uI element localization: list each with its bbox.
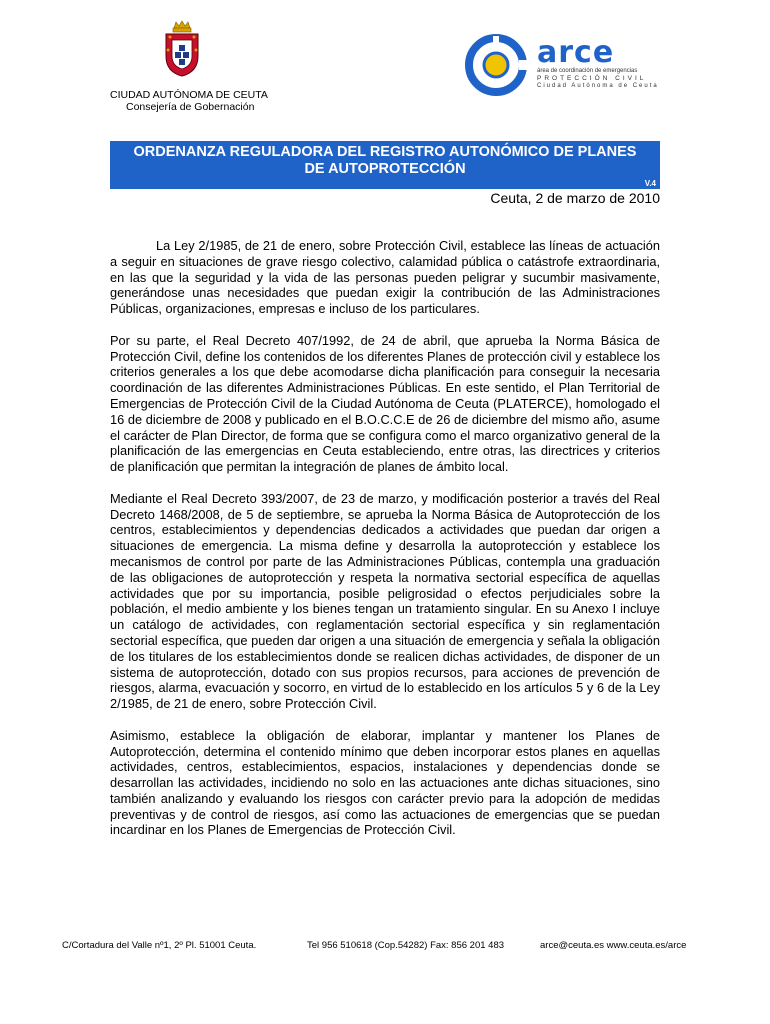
footer-contact[interactable]: arce@ceuta.es www.ceuta.es/arce	[540, 940, 687, 951]
paragraph: La Ley 2/1985, de 21 de enero, sobre Protección Civil, establece las líneas de actuación a seguir en situaciones de grave riesgo colectivo, calamidad pública o catástrofe extraordinaria, en las que la seguridad y la vida de las personas pueden peligrar y sucumbir masivamente, generándose unas necesidades que puedan exigir la contribución de las Administraciones Públicas, organizaciones, empresas e incluso de los particulares.	[110, 238, 660, 317]
arce-protection: PROTECCIÓN CIVIL	[537, 75, 647, 82]
paragraph: Mediante el Real Decreto 393/2007, de 23 de marzo, y modificación posterior a través del Real Decreto 1468/2008, de 5 de septiembre, se aprueba la Norma Básica de Autoprotección de los centros, establecimientos y dependencias dedicados a actividades que puedan dar origen a situaciones de emergencia. La misma define y desarrolla la autoprotección y establece los mecanismos de control por parte de las Administraciones Públicas, contempla una graduación de las obligaciones de autoprotección y respeta la normativa sectorial específica de aquellas actividades que por su importancia, posible peligrosidad o efectos perjudiciales sobre la población, el medio ambiente y los bienes tengan un tratamiento singular. En su Anexo I incluye un catálogo de actividades, con reglamentación sectorial específica y sin reglamentación sectorial específica, que pueden dar origen a una situación de emergencia y señala la obligación de los titulares de los establecimientos donde se realicen dichas actividades, de disponer de un sistema de autoprotección, dotado con sus propios recursos, para acciones de prevención de riesgos, alarma, evacuación y socorro, en virtud de lo establecido en los artículos 5 y 6 de la Ley 2/1985, de 21 de enero, sobre Protección Civil.	[110, 490, 660, 712]
paragraph: Asimismo, establece la obligación de elaborar, implantar y mantener los Planes de Autoprotección, determina el contenido mínimo que deben incorporar estos planes en aquellas actividades, centros, establecimientos, espacios, instalaciones y dependencias donde se desarrollan las actividades, incidiendo no solo en las actuaciones ante dichas situaciones, sino también analizando y evaluando los riesgos con carácter previo para la adopción de medidas preventivas y de control de riesgos, así como las actuaciones de emergencias que se puedan incardinar en los Planes de Emergencias de Protección Civil.	[110, 727, 660, 838]
arce-logo	[465, 34, 665, 96]
arce-tagline: área de coordinación de emergencias	[537, 68, 638, 74]
version-label: V.4	[644, 179, 656, 188]
document-date: Ceuta, 2 de marzo de 2010	[490, 190, 660, 206]
paragraph: Por su parte, el Real Decreto 407/1992, de 24 de abril, que aprueba la Norma Básica de Protección Civil, define los contenidos de los diferentes Planes de protección civil y establece los criterios generales a los que debe acomodarse dicha planificación para conseguir la necesaria coordinación de las diferentes Administraciones Públicas. En este sentido, el Plan Territorial de Emergencias de Protección Civil de la Ciudad Autónoma de Ceuta (PLATERCE), homologado el 16 de diciembre de 2008 y publicado en el B.O.C.C.E de 26 de diciembre del mismo año, asume el carácter de Plan Director, de forma que se configura como el marco organizativo general de la planificación de las emergencias en Ceuta estableciendo, entre otras, las directrices y criterios de planificación que permitan la integración de planes de ámbito local.	[110, 332, 660, 475]
coat-of-arms-icon	[162, 20, 202, 78]
document-body	[110, 238, 660, 854]
organization-block	[110, 89, 268, 113]
document-title	[110, 141, 660, 189]
arce-brand: arce	[537, 35, 615, 70]
title-line-2: DE AUTOPROTECCIÓN	[304, 161, 466, 177]
footer-phone: Tel 956 510618 (Cop.54282) Fax: 856 201 483	[307, 940, 505, 951]
arce-city: Ciudad Autónoma de Ceuta	[537, 83, 659, 89]
org-name: CIUDAD AUTÓNOMA DE CEUTA	[110, 89, 268, 101]
title-line-1: ORDENANZA REGULADORA DEL REGISTRO AUTONÓMICO DE PLANES	[133, 144, 637, 160]
footer-address: C/Cortadura del Valle nº1, 2º Pl. 51001 Ceuta.	[62, 940, 257, 951]
org-department: Consejería de Gobernación	[126, 101, 255, 113]
arce-emblem-icon	[465, 34, 531, 96]
